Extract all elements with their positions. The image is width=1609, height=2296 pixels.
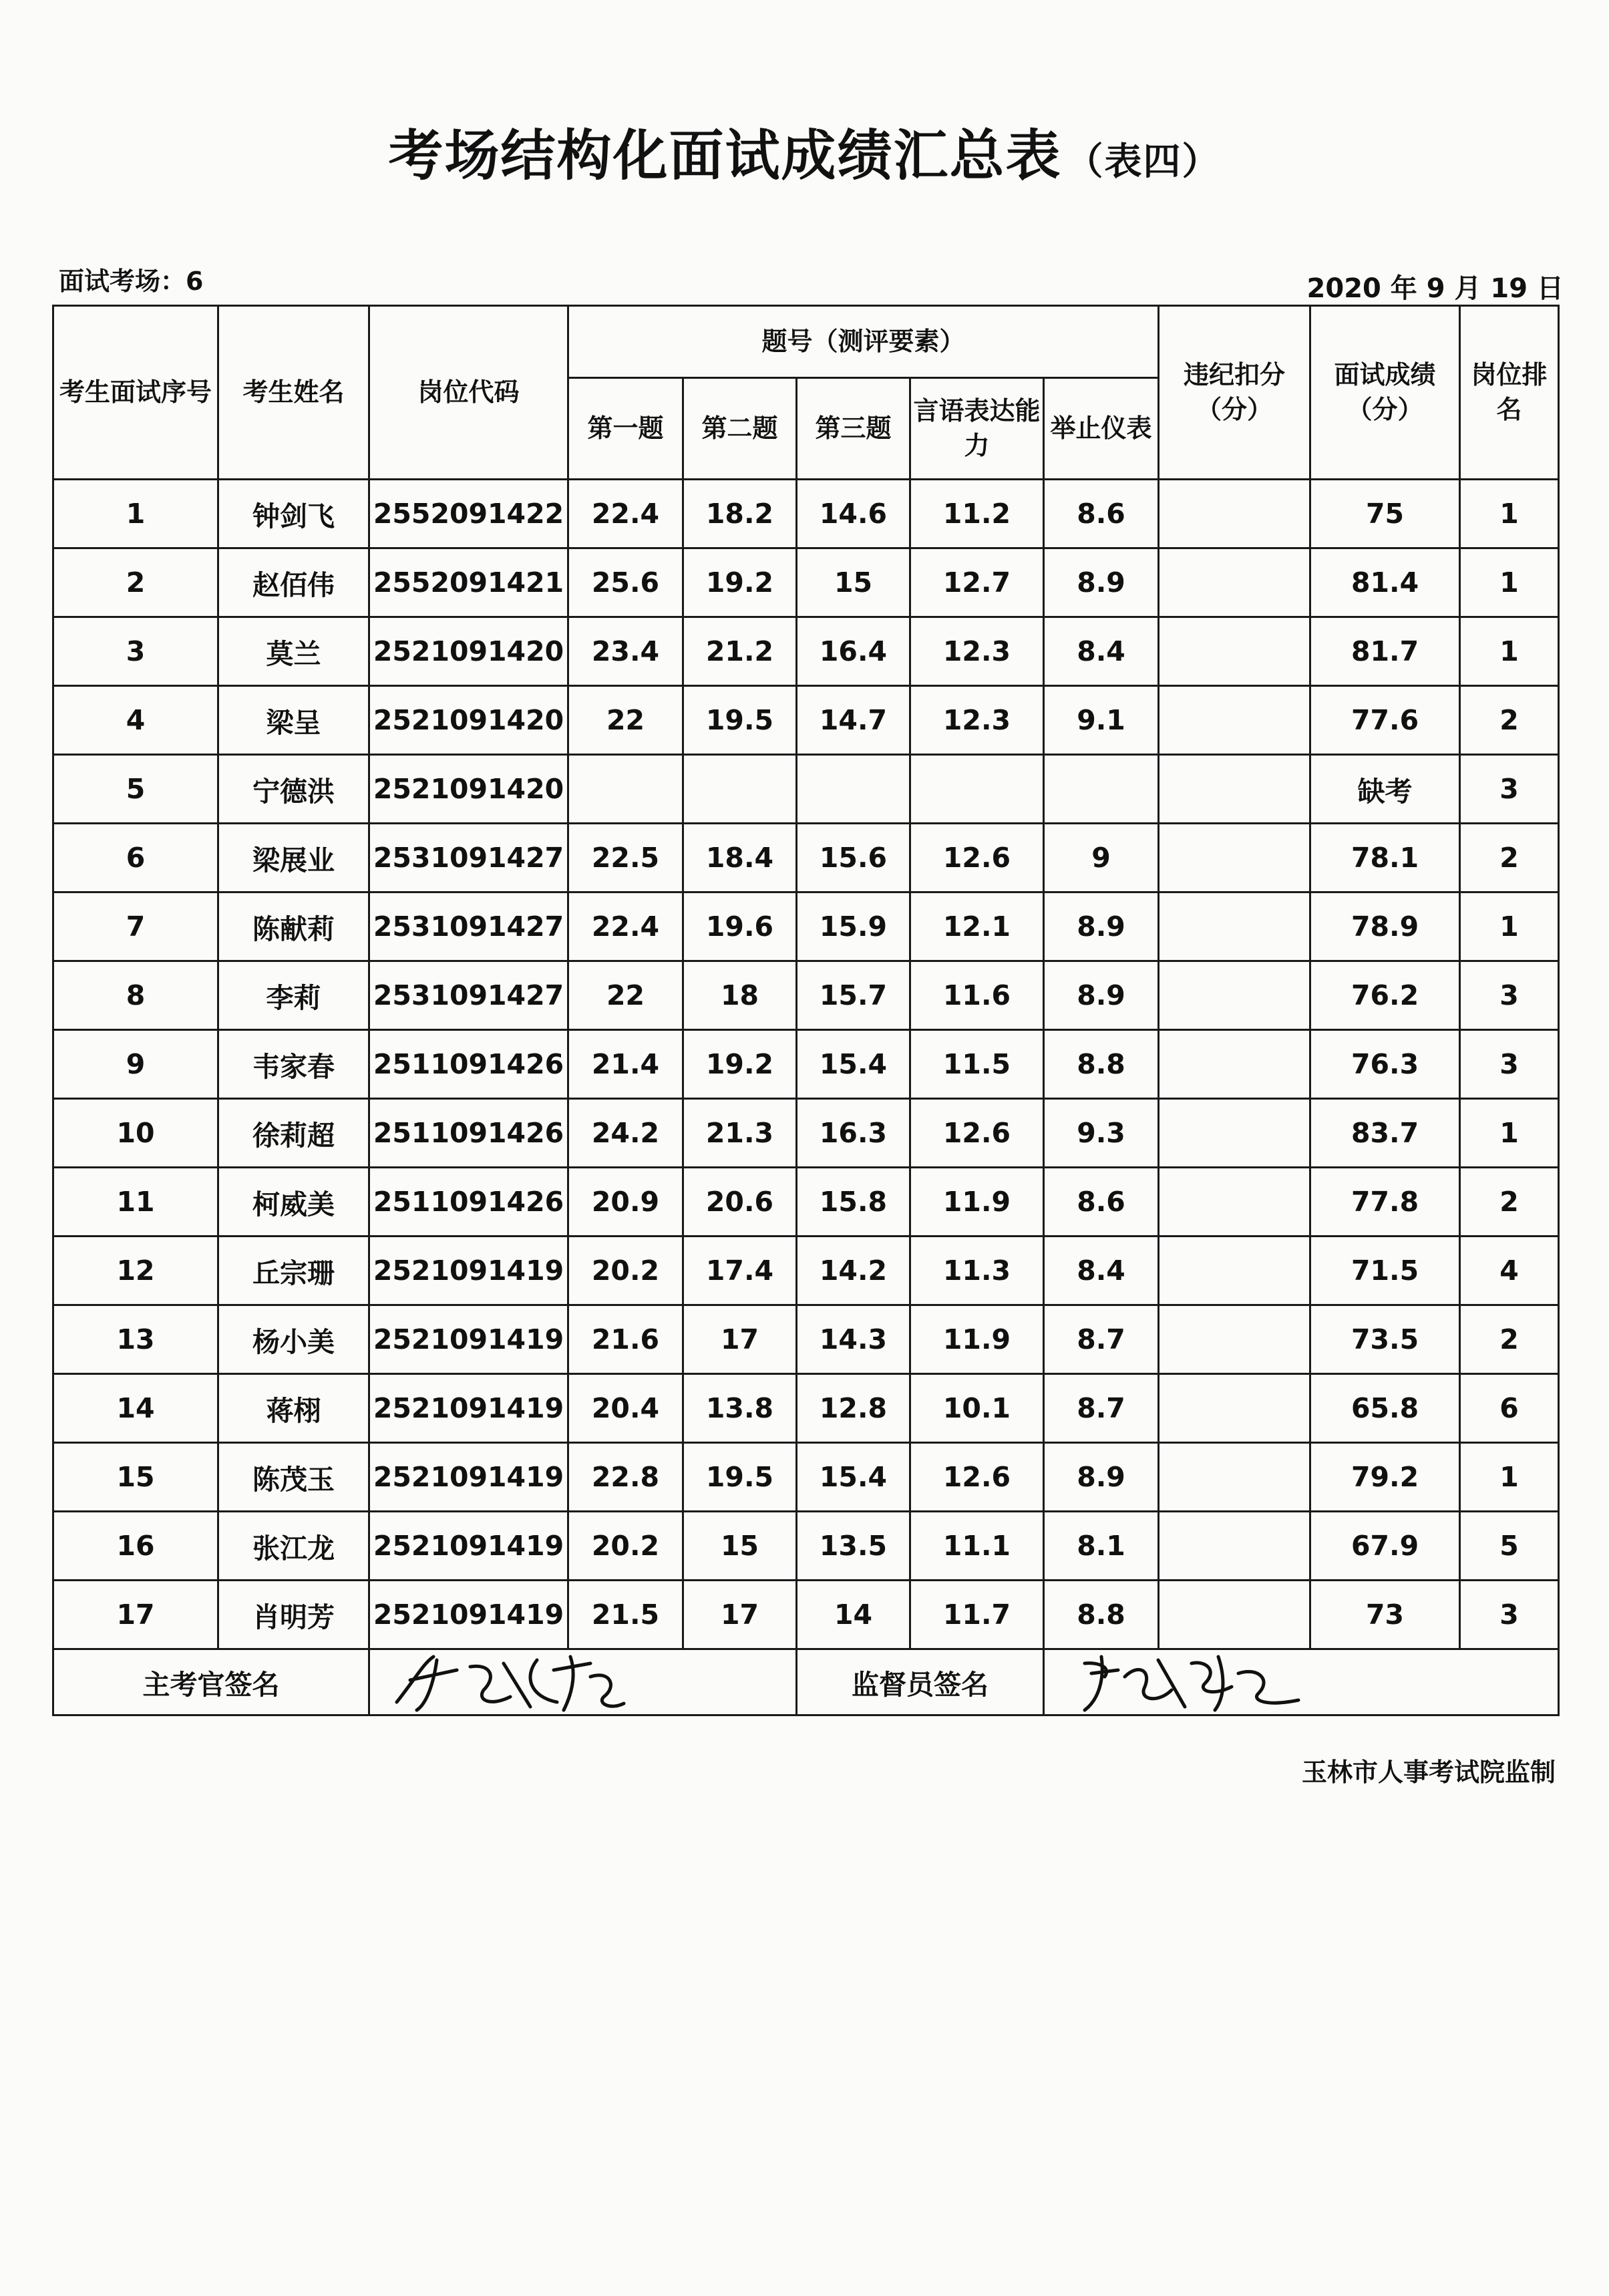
- cell-ded: [1159, 1237, 1310, 1305]
- chief-examiner-label: 主考官签名: [53, 1649, 369, 1715]
- cell-score: 73: [1310, 1581, 1460, 1649]
- cell-code: 2521091419: [369, 1512, 568, 1581]
- cell-q1: 20.9: [568, 1168, 683, 1237]
- cell-code: 2511091426: [369, 1099, 568, 1168]
- cell-code: 2511091426: [369, 1168, 568, 1237]
- cell-q1: 22.8: [568, 1443, 683, 1512]
- cell-name: 宁德洪: [218, 755, 369, 824]
- table-row: [53, 1581, 1559, 1649]
- table-row: [53, 1443, 1559, 1512]
- header-questions-group: 题号（测评要素）: [568, 306, 1159, 378]
- cell-score: 79.2: [1310, 1443, 1460, 1512]
- cell-seq: 2: [53, 548, 218, 617]
- cell-score: 83.7: [1310, 1099, 1460, 1168]
- table-row: [53, 617, 1559, 686]
- table-row: [53, 480, 1559, 548]
- header-name: 考生姓名: [218, 306, 369, 480]
- cell-q5: 9.3: [1044, 1099, 1159, 1168]
- cell-q3: [797, 755, 910, 824]
- table-row: [53, 824, 1559, 892]
- cell-ded: [1159, 617, 1310, 686]
- cell-seq: 9: [53, 1030, 218, 1099]
- cell-q2: 18.4: [683, 824, 797, 892]
- cell-rank: 6: [1460, 1374, 1559, 1443]
- cell-q5: 8.9: [1044, 892, 1159, 961]
- cell-rank: 3: [1460, 1030, 1559, 1099]
- cell-q2: 15: [683, 1512, 797, 1581]
- cell-q3: 14.3: [797, 1305, 910, 1374]
- cell-name: 韦家春: [218, 1030, 369, 1099]
- cell-q5: 8.9: [1044, 1443, 1159, 1512]
- table-row: [53, 1512, 1559, 1581]
- cell-score: 75: [1310, 480, 1460, 548]
- cell-q1: 20.2: [568, 1512, 683, 1581]
- cell-name: 徐莉超: [218, 1099, 369, 1168]
- cell-ded: [1159, 1512, 1310, 1581]
- cell-score: 77.8: [1310, 1168, 1460, 1237]
- cell-q4: 11.5: [910, 1030, 1044, 1099]
- cell-q4: [910, 755, 1044, 824]
- cell-seq: 8: [53, 961, 218, 1030]
- cell-q3: 14.7: [797, 686, 910, 755]
- cell-q1: 20.2: [568, 1237, 683, 1305]
- cell-ded: [1159, 1168, 1310, 1237]
- cell-ded: [1159, 1443, 1310, 1512]
- cell-q2: 21.3: [683, 1099, 797, 1168]
- cell-rank: 1: [1460, 480, 1559, 548]
- table-row: [53, 686, 1559, 755]
- cell-ded: [1159, 1581, 1310, 1649]
- cell-seq: 17: [53, 1581, 218, 1649]
- cell-code: 2521091419: [369, 1443, 568, 1512]
- cell-seq: 7: [53, 892, 218, 961]
- cell-q3: 14.6: [797, 480, 910, 548]
- cell-name: 梁展业: [218, 824, 369, 892]
- cell-name: 蒋栩: [218, 1374, 369, 1443]
- cell-code: 2521091419: [369, 1374, 568, 1443]
- table-row: [53, 1168, 1559, 1237]
- cell-q4: 10.1: [910, 1374, 1044, 1443]
- cell-score: 78.1: [1310, 824, 1460, 892]
- cell-code: 2521091419: [369, 1305, 568, 1374]
- exam-room-label: 面试考场：6: [59, 267, 204, 296]
- cell-rank: 1: [1460, 892, 1559, 961]
- cell-q4: 11.9: [910, 1305, 1044, 1374]
- cell-ded: [1159, 824, 1310, 892]
- cell-score: 73.5: [1310, 1305, 1460, 1374]
- cell-q3: 15.7: [797, 961, 910, 1030]
- cell-score: 76.3: [1310, 1030, 1460, 1099]
- cell-q5: 8.8: [1044, 1581, 1159, 1649]
- cell-seq: 1: [53, 480, 218, 548]
- table-row: [53, 892, 1559, 961]
- cell-seq: 4: [53, 686, 218, 755]
- title-suffix: （表四）: [1065, 140, 1221, 184]
- cell-seq: 5: [53, 755, 218, 824]
- footer-issuer: 玉林市人事考试院监制: [1301, 1758, 1556, 1787]
- cell-rank: 2: [1460, 1305, 1559, 1374]
- cell-seq: 14: [53, 1374, 218, 1443]
- cell-q3: 15.8: [797, 1168, 910, 1237]
- table-row: [53, 1374, 1559, 1443]
- cell-ded: [1159, 1305, 1310, 1374]
- header-score: 面试成绩（分）: [1310, 306, 1460, 480]
- cell-q1: 22: [568, 686, 683, 755]
- header-q3: 第三题: [797, 378, 910, 480]
- cell-q5: 8.7: [1044, 1305, 1159, 1374]
- cell-code: 2511091426: [369, 1030, 568, 1099]
- cell-q5: 9: [1044, 824, 1159, 892]
- cell-q4: 12.1: [910, 892, 1044, 961]
- cell-name: 李莉: [218, 961, 369, 1030]
- cell-name: 丘宗珊: [218, 1237, 369, 1305]
- signature-row: [53, 1649, 1559, 1715]
- cell-ded: [1159, 892, 1310, 961]
- cell-q4: 11.7: [910, 1581, 1044, 1649]
- cell-ded: [1159, 1099, 1310, 1168]
- cell-rank: 3: [1460, 1581, 1559, 1649]
- cell-q3: 14: [797, 1581, 910, 1649]
- cell-q3: 13.5: [797, 1512, 910, 1581]
- cell-rank: 2: [1460, 1168, 1559, 1237]
- cell-score: 65.8: [1310, 1374, 1460, 1443]
- header-rank: 岗位排名: [1460, 306, 1559, 480]
- cell-ded: [1159, 755, 1310, 824]
- cell-q4: 12.3: [910, 686, 1044, 755]
- header-q4: 言语表达能力: [910, 378, 1044, 480]
- cell-seq: 11: [53, 1168, 218, 1237]
- cell-q2: [683, 755, 797, 824]
- cell-q2: 19.2: [683, 1030, 797, 1099]
- cell-rank: 3: [1460, 755, 1559, 824]
- cell-q3: 15: [797, 548, 910, 617]
- cell-q1: 21.5: [568, 1581, 683, 1649]
- table-row: [53, 1237, 1559, 1305]
- cell-q2: 17: [683, 1581, 797, 1649]
- cell-q3: 16.4: [797, 617, 910, 686]
- cell-score: 78.9: [1310, 892, 1460, 961]
- cell-seq: 10: [53, 1099, 218, 1168]
- exam-date: 2020 年 9 月 19 日: [1306, 273, 1564, 304]
- cell-code: 2531091427: [369, 824, 568, 892]
- table-row: [53, 961, 1559, 1030]
- cell-seq: 3: [53, 617, 218, 686]
- table-body: [53, 480, 1559, 1649]
- cell-score: 71.5: [1310, 1237, 1460, 1305]
- header-q2: 第二题: [683, 378, 797, 480]
- cell-score: 81.7: [1310, 617, 1460, 686]
- cell-q1: 22.4: [568, 480, 683, 548]
- cell-score: 67.9: [1310, 1512, 1460, 1581]
- supervisor-signature: [1044, 1649, 1559, 1715]
- header-q1: 第一题: [568, 378, 683, 480]
- cell-code: 2531091427: [369, 961, 568, 1030]
- cell-q3: 16.3: [797, 1099, 910, 1168]
- cell-name: 钟剑飞: [218, 480, 369, 548]
- cell-q5: 8.6: [1044, 480, 1159, 548]
- cell-q5: [1044, 755, 1159, 824]
- cell-q2: 19.6: [683, 892, 797, 961]
- cell-q5: 8.1: [1044, 1512, 1159, 1581]
- cell-rank: 2: [1460, 824, 1559, 892]
- cell-name: 莫兰: [218, 617, 369, 686]
- cell-ded: [1159, 548, 1310, 617]
- cell-q4: 11.2: [910, 480, 1044, 548]
- cell-rank: 5: [1460, 1512, 1559, 1581]
- cell-q4: 11.6: [910, 961, 1044, 1030]
- cell-q2: 19.2: [683, 548, 797, 617]
- cell-rank: 4: [1460, 1237, 1559, 1305]
- cell-ded: [1159, 961, 1310, 1030]
- cell-q2: 21.2: [683, 617, 797, 686]
- cell-code: 2521091419: [369, 1581, 568, 1649]
- cell-q3: 15.6: [797, 824, 910, 892]
- cell-q5: 8.9: [1044, 548, 1159, 617]
- header-q5: 举止仪表: [1044, 378, 1159, 480]
- cell-score: 76.2: [1310, 961, 1460, 1030]
- cell-q2: 13.8: [683, 1374, 797, 1443]
- cell-q2: 18.2: [683, 480, 797, 548]
- cell-name: 赵佰伟: [218, 548, 369, 617]
- cell-name: 杨小美: [218, 1305, 369, 1374]
- cell-ded: [1159, 1030, 1310, 1099]
- cell-name: 陈献莉: [218, 892, 369, 961]
- cell-q2: 19.5: [683, 686, 797, 755]
- cell-seq: 16: [53, 1512, 218, 1581]
- cell-q4: 12.7: [910, 548, 1044, 617]
- cell-name: 柯威美: [218, 1168, 369, 1237]
- cell-seq: 13: [53, 1305, 218, 1374]
- cell-rank: 2: [1460, 686, 1559, 755]
- page-title: [0, 112, 1609, 190]
- cell-q2: 18: [683, 961, 797, 1030]
- cell-q1: 22: [568, 961, 683, 1030]
- cell-q5: 8.6: [1044, 1168, 1159, 1237]
- cell-q5: 8.4: [1044, 617, 1159, 686]
- cell-q5: 8.4: [1044, 1237, 1159, 1305]
- table-row: [53, 1099, 1559, 1168]
- header-seq: 考生面试序号: [53, 306, 218, 480]
- cell-q1: 21.4: [568, 1030, 683, 1099]
- cell-code: 2552091421: [369, 548, 568, 617]
- cell-score: 77.6: [1310, 686, 1460, 755]
- cell-q4: 12.6: [910, 1099, 1044, 1168]
- cell-q3: 12.8: [797, 1374, 910, 1443]
- cell-score: 缺考: [1310, 755, 1460, 824]
- cell-q5: 8.9: [1044, 961, 1159, 1030]
- table-row: [53, 755, 1559, 824]
- cell-q3: 15.9: [797, 892, 910, 961]
- cell-q4: 11.1: [910, 1512, 1044, 1581]
- cell-ded: [1159, 480, 1310, 548]
- cell-code: 2552091422: [369, 480, 568, 548]
- cell-name: 张江龙: [218, 1512, 369, 1581]
- cell-name: 梁呈: [218, 686, 369, 755]
- cell-rank: 3: [1460, 961, 1559, 1030]
- cell-q3: 15.4: [797, 1443, 910, 1512]
- cell-q5: 9.1: [1044, 686, 1159, 755]
- cell-q4: 12.6: [910, 824, 1044, 892]
- cell-q1: 24.2: [568, 1099, 683, 1168]
- cell-name: 肖明芳: [218, 1581, 369, 1649]
- cell-rank: 1: [1460, 1443, 1559, 1512]
- cell-q2: 17: [683, 1305, 797, 1374]
- cell-q1: 25.6: [568, 548, 683, 617]
- cell-q4: 12.3: [910, 617, 1044, 686]
- cell-seq: 12: [53, 1237, 218, 1305]
- score-table: [52, 305, 1560, 1716]
- cell-q4: 11.9: [910, 1168, 1044, 1237]
- cell-score: 81.4: [1310, 548, 1460, 617]
- chief-examiner-signature: [369, 1649, 797, 1715]
- cell-rank: 1: [1460, 617, 1559, 686]
- supervisor-label: 监督员签名: [797, 1649, 1044, 1715]
- cell-q2: 19.5: [683, 1443, 797, 1512]
- table-row: [53, 1030, 1559, 1099]
- cell-q1: [568, 755, 683, 824]
- cell-q3: 15.4: [797, 1030, 910, 1099]
- cell-q1: 20.4: [568, 1374, 683, 1443]
- cell-seq: 6: [53, 824, 218, 892]
- cell-q5: 8.7: [1044, 1374, 1159, 1443]
- cell-code: 2521091420: [369, 755, 568, 824]
- cell-seq: 15: [53, 1443, 218, 1512]
- header-deduction: 违纪扣分（分）: [1159, 306, 1310, 480]
- table-row: [53, 548, 1559, 617]
- cell-q1: 22.4: [568, 892, 683, 961]
- cell-q2: 17.4: [683, 1237, 797, 1305]
- cell-q1: 23.4: [568, 617, 683, 686]
- cell-q4: 11.3: [910, 1237, 1044, 1305]
- cell-ded: [1159, 686, 1310, 755]
- header-post-code: 岗位代码: [369, 306, 568, 480]
- cell-q3: 14.2: [797, 1237, 910, 1305]
- title-main: 考场结构化面试成绩汇总表: [388, 124, 1062, 188]
- cell-rank: 1: [1460, 1099, 1559, 1168]
- cell-q1: 22.5: [568, 824, 683, 892]
- cell-q4: 12.6: [910, 1443, 1044, 1512]
- cell-name: 陈茂玉: [218, 1443, 369, 1512]
- cell-ded: [1159, 1374, 1310, 1443]
- cell-q1: 21.6: [568, 1305, 683, 1374]
- cell-rank: 1: [1460, 548, 1559, 617]
- table-row: [53, 1305, 1559, 1374]
- cell-q2: 20.6: [683, 1168, 797, 1237]
- cell-code: 2521091420: [369, 617, 568, 686]
- cell-code: 2531091427: [369, 892, 568, 961]
- cell-code: 2521091419: [369, 1237, 568, 1305]
- cell-code: 2521091420: [369, 686, 568, 755]
- cell-q5: 8.8: [1044, 1030, 1159, 1099]
